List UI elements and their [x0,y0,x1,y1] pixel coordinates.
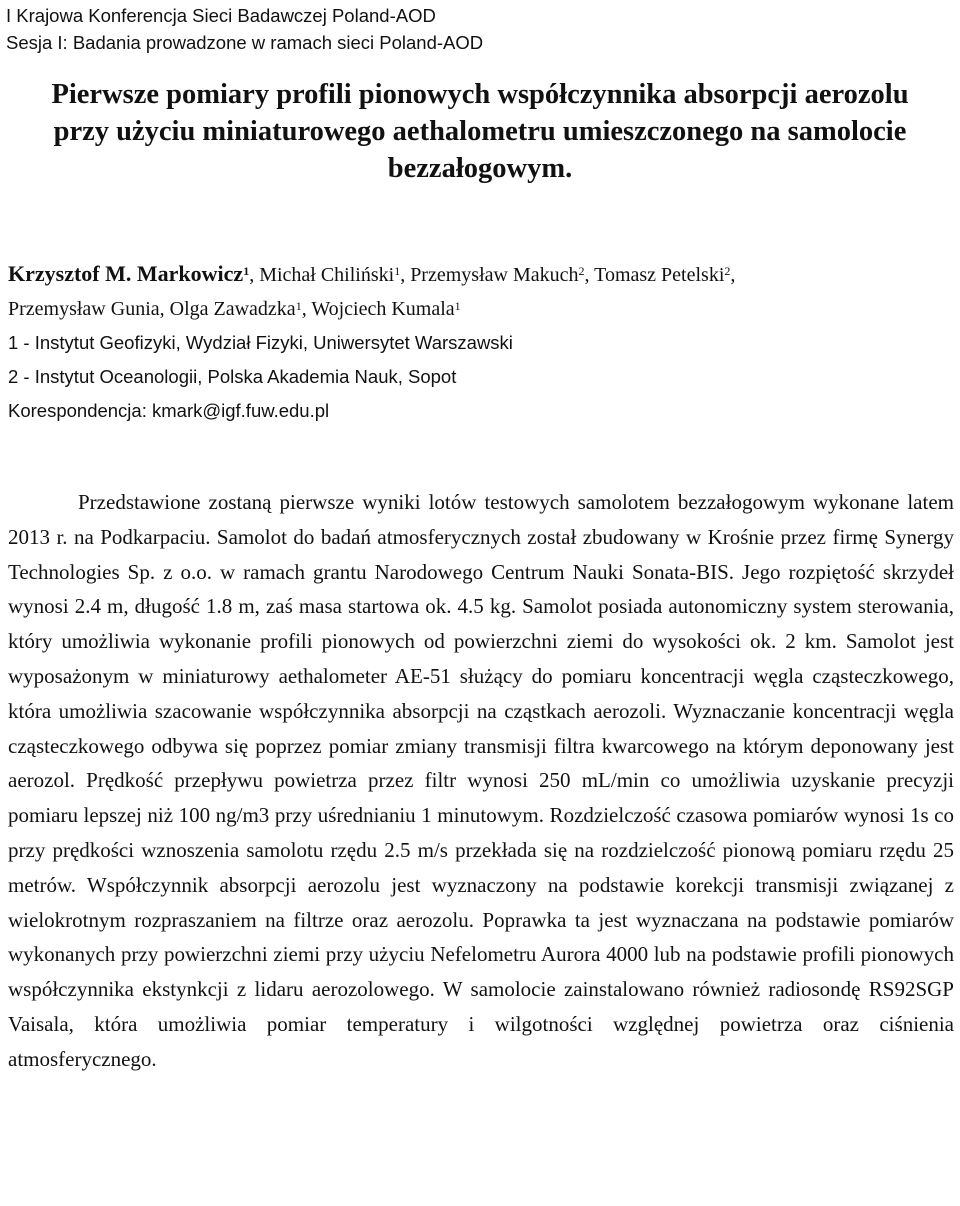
title-line-2: przy użyciu miniaturowego aethalometru umieszczonego na samolocie [53,116,907,147]
correspondence-email: Korespondencja: kmark@igf.fuw.edu.pl [8,400,330,421]
lead-author: Krzysztof M. Markowicz [8,261,244,286]
author-name: Michał Chiliński [259,264,395,286]
author-affiliation-sup: 1 [295,299,302,313]
conference-header [6,2,483,56]
title-line-1: Pierwsze pomiary profili pionowych współczynnika absorpcji aerozolu [51,79,909,110]
author-name: Przemysław Makuch [410,264,579,286]
session-name: Sesja I: Badania prowadzone w ramach sieci Poland-AOD [6,32,484,53]
author-name: Wojciech Kumala [311,298,455,320]
authors-block [8,257,948,428]
author-affiliation-sup: 1 [394,264,401,278]
conference-name: I Krajowa Konferencja Sieci Badawczej Poland-AOD [6,5,436,26]
author-affiliation-sup: 1 [243,264,250,278]
affiliation-2: 2 - Instytut Oceanologii, Polska Akademia Nauk, Sopot [8,366,457,387]
title-line-3: bezzałogowym. [387,153,573,184]
author-line-1: Krzysztof M. Markowicz$^1$, Michał Chiliński$^1$, Przemysław Makuch$^2$, Tomasz Petelski$^2$, [8,261,736,286]
paper-title [0,76,960,187]
author-name: Przemysław Gunia [8,298,160,320]
affiliation-1: 1 - Instytut Geofizyki, Wydział Fizyki, Uniwersytet Warszawski [8,332,513,353]
abstract-paragraph: Przedstawione zostaną pierwsze wyniki lotów testowych samolotem bezzałogowym wykonane latem 2013 r. na Podkarpaciu. Samolot do badań atmosferycznych został zbudowany w Krośnie przez firmę Synergy Technologies Sp. z o.o. w ramach grantu Narodowego Centrum Nauki Sonata-BIS. Jego rozpiętość skrzydeł wynosi 2.4 m, długość 1.8 m, zaś masa startowa ok. 4.5 kg. Samolot posiada autonomiczny system sterowania, który umożliwia wykonanie profili pionowych od powierzchni ziemi do wysokości ok. 2 km. Samolot jest wyposażonym w miniaturowy aethalometer AE-51 służący do pomiaru koncentracji węgla cząsteczkowego, która umożliwia szacowanie współczynnika absorpcji na cząstkach aerozoli. Wyznaczanie koncentracji węgla cząsteczkowego odbywa się poprzez pomiar zmiany transmisji filtra kwarcowego na którym deponowany jest aerozol. Prędkość przepływu powietrza przez filtr wynosi 250 mL/min co umożliwia uzyskanie precyzji pomiaru lepszej niż 100 ng/m3 przy uśrednianiu 1 minutowym. Rozdzielczość czasowa pomiarów wynosi 1s co przy prędkości wznoszenia samolotu rzędu 2.5 m/s przekłada się na rozdzielczość pionową pomiaru rzędu 25 metrów. Współczynnik absorpcji aerozolu jest wyznaczony na podstawie korekcji transmisji związanej z wielokrotnym rozpraszaniem na filtrze oraz aerozolu. Poprawka ta jest wyznaczana na podstawie pomiarów wykonanych przy powierzchni ziemi przy użyciu Nefelometru Aurora 4000 lub na podstawie profili pionowych współczynnika ekstynkcji z lidaru aerozolowego. W samolocie zainstalowano również radiosondę RS92SGP Vaisala, która umożliwia pomiar temperatury i wilgotności względnej powietrza oraz ciśnienia atmosferycznego. [8,490,954,1071]
author-affiliation-sup: 1 [454,299,461,313]
author-line-2: Przemysław Gunia, Olga Zawadzka$^1$, Wojciech Kumala$^1$ [8,298,461,320]
author-name: Tomasz Petelski [594,264,725,286]
author-affiliation-sup: 2 [578,264,585,278]
author-name: Olga Zawadzka [169,298,296,320]
author-affiliation-sup: 2 [724,264,731,278]
